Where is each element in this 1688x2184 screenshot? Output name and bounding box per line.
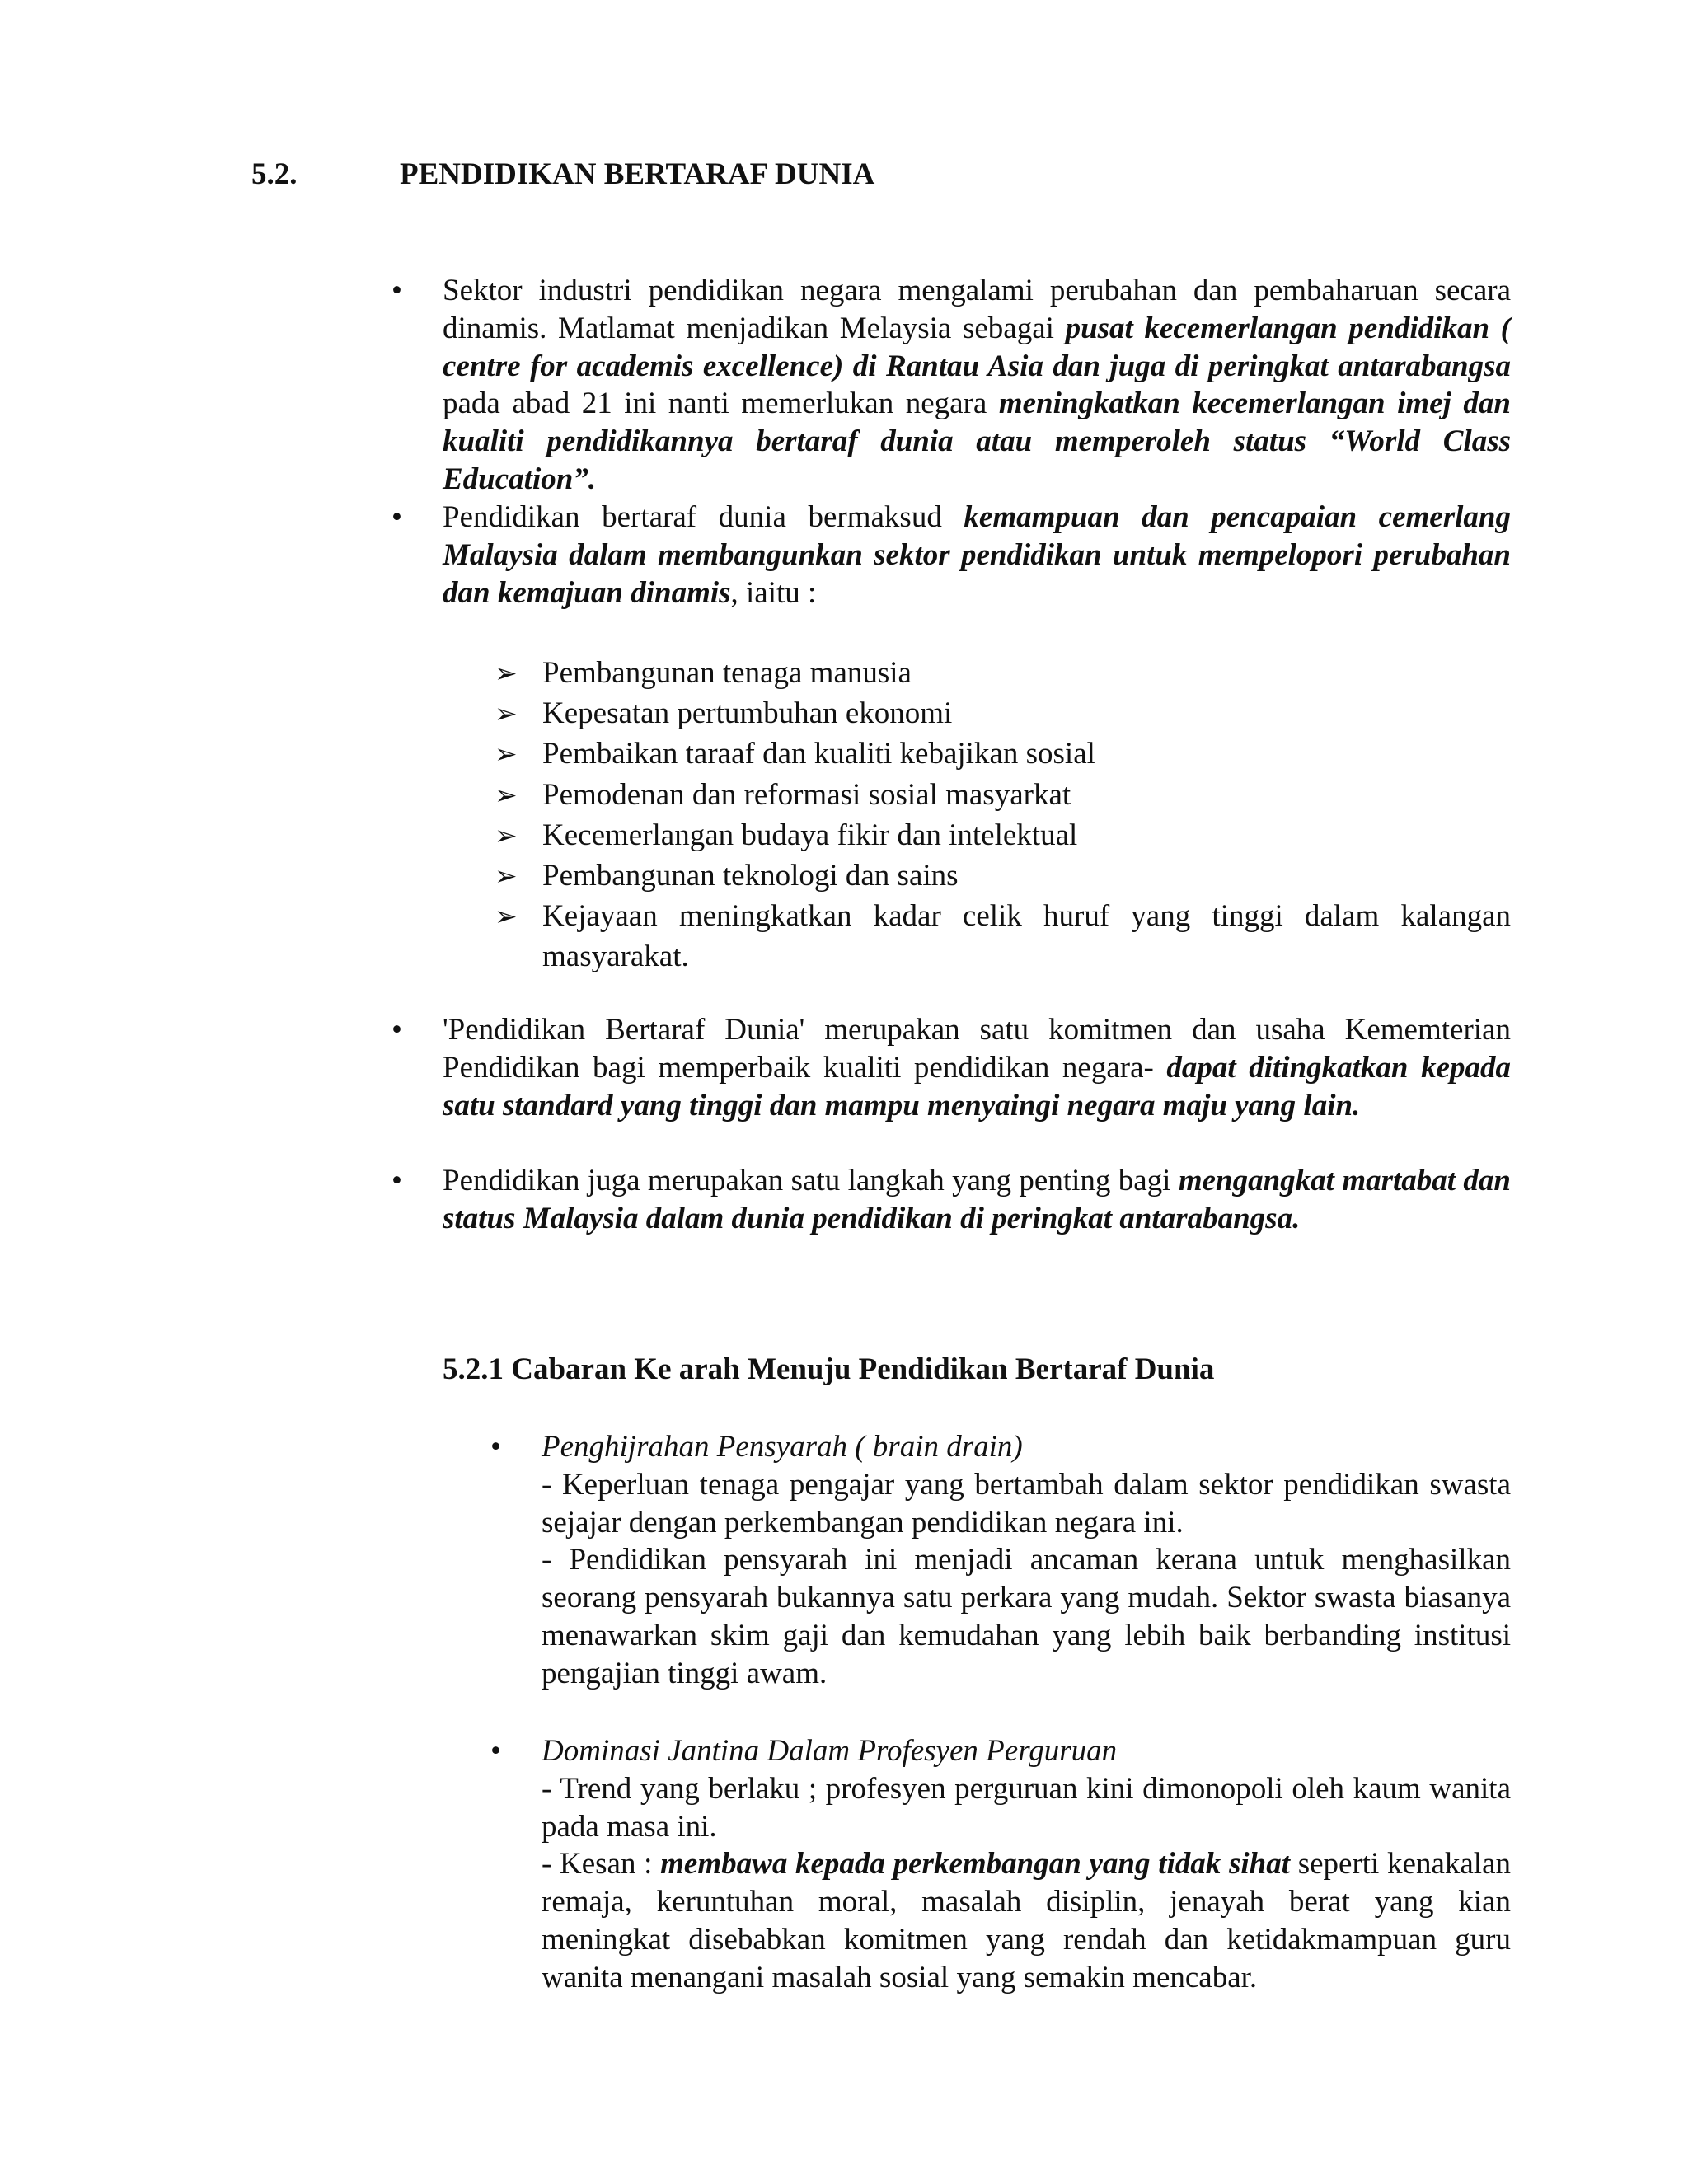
text-run: Pendidikan juga merupakan satu langkah yang penting bagi xyxy=(443,1164,1179,1197)
aim-text: Pembangunan tenaga manusia xyxy=(542,656,912,690)
challenge-item xyxy=(490,1732,1511,1997)
subsection-heading: 5.2.1 Cabaran Ke arah Menuju Pendidikan Bertaraf Dunia xyxy=(443,1352,1215,1386)
bullet-marker: • xyxy=(392,1164,402,1197)
bullet-marker: • xyxy=(392,1013,402,1047)
aim-item xyxy=(495,693,1511,733)
aim-item xyxy=(495,775,1511,815)
challenge-point xyxy=(542,1466,1511,1542)
section-heading xyxy=(251,157,874,192)
aims-list xyxy=(495,653,1511,977)
challenge-point xyxy=(542,1845,1511,1996)
arrow-bullet-icon: ➢ xyxy=(495,818,518,851)
text-run: , iaitu : xyxy=(730,575,817,610)
aim-text: Pemodenan dan reformasi sosial masyarkat xyxy=(542,777,1071,812)
aim-text: Kepesatan pertumbuhan ekonomi xyxy=(542,696,953,731)
text-run: Sektor industri pendidikan negara mengalami perubahan dan pembaharuan secara dinamis. Matlamat menjadikan Melaysia sebagai xyxy=(443,274,1511,345)
bullet-marker: • xyxy=(490,1430,501,1464)
bullet-item xyxy=(392,1162,1511,1238)
text-run: - Trend yang berlaku ; profesyen perguruan kini dimonopoli oleh kaum wanita pada masa ini. xyxy=(542,1771,1511,1844)
bullet-text xyxy=(443,499,1511,612)
aim-item xyxy=(495,815,1511,855)
bullet-text xyxy=(443,272,1511,499)
emphasis-text: pusat kecemerlangan pendidikan ( centre for academis excellence) di Rantau Asia dan juga di peringkat antarabangsa xyxy=(443,311,1511,383)
emphasis-text: dapat ditingkatkan kepada satu standard yang tinggi dan mampu menyaingi negara maju yang lain. xyxy=(443,1050,1512,1122)
emphasis-text: kemampuan dan pencapaian cemerlang Malaysia dalam membangunkan sektor pendidikan untuk mempelopori perubahan dan kemajuan dinamis xyxy=(443,500,1511,610)
bullet-text xyxy=(443,1011,1511,1124)
arrow-bullet-icon: ➢ xyxy=(495,900,518,933)
section-number: 5.2. xyxy=(251,157,298,191)
challenge-point xyxy=(542,1541,1511,1692)
aim-text: Pembaikan taraaf dan kualiti kebajikan sosial xyxy=(542,737,1095,771)
text-run: 'Pendidikan Bertaraf Dunia' merupakan satu komitmen dan usaha Kememterian Pendidikan bagi memperbaik kualiti pendidikan negara- xyxy=(443,1013,1511,1085)
bullet-marker: • xyxy=(392,274,402,307)
aim-text: Pembangunan teknologi dan sains xyxy=(542,859,959,893)
text-run: pada abad 21 ini nanti memerlukan negara xyxy=(443,387,999,421)
aim-item xyxy=(495,855,1511,896)
aim-item xyxy=(495,733,1511,774)
text-run: - Kesan : xyxy=(542,1847,661,1882)
section-title: PENDIDIKAN BERTARAF DUNIA xyxy=(400,157,875,191)
text-run: Pendidikan bertaraf dunia bermaksud xyxy=(443,500,964,534)
arrow-bullet-icon: ➢ xyxy=(495,697,518,730)
bullet-marker: • xyxy=(490,1734,501,1768)
text-run: seperti kenakalan remaja, keruntuhan moral, masalah disiplin, jenayah berat yang kian meningkat disebabkan komitmen yang rendah dan ketidakmampuan guru wanita menangani masalah sosial yang semakin mencabar. xyxy=(542,1847,1511,1994)
bullet-item xyxy=(392,272,1511,499)
text-run: - Keperluan tenaga pengajar yang bertambah dalam sektor pendidikan swasta sejajar dengan perkembangan pendidikan negara ini. xyxy=(542,1467,1511,1540)
arrow-bullet-icon: ➢ xyxy=(495,657,518,689)
bullet-item xyxy=(392,1011,1512,1124)
arrow-bullet-icon: ➢ xyxy=(495,738,518,771)
arrow-bullet-icon: ➢ xyxy=(495,778,518,811)
emphasis-text: membawa kepada perkembangan yang tidak sihat xyxy=(660,1847,1290,1882)
aim-text: Kecemerlangan budaya fikir dan intelektual xyxy=(542,818,1078,852)
emphasis-text: meningkatkan kecemerlangan imej dan kualiti pendidikannya bertaraf dunia atau memperoleh status “World Class Education”. xyxy=(443,387,1511,496)
challenge-item xyxy=(490,1428,1511,1693)
aim-item xyxy=(495,653,1511,693)
challenge-heading: Penghijrahan Pensyarah ( brain drain) xyxy=(542,1430,1023,1464)
bullet-text xyxy=(443,1162,1511,1238)
challenge-heading: Dominasi Jantina Dalam Profesyen Perguruan xyxy=(542,1734,1118,1768)
challenge-point xyxy=(542,1770,1511,1846)
text-run: - Pendidikan pensyarah ini menjadi ancaman kerana untuk menghasilkan seorang pensyarah bukannya satu perkara yang mudah. Sektor swasta biasanya menawarkan skim gaji dan kemudahan yang lebih baik berbanding institusi pengajian tinggi awam. xyxy=(542,1543,1511,1690)
emphasis-text: mengangkat martabat dan status Malaysia dalam dunia pendidikan di peringkat antarabangsa. xyxy=(443,1164,1511,1235)
aim-item xyxy=(495,896,1511,977)
arrow-bullet-icon: ➢ xyxy=(495,860,518,893)
bullet-marker: • xyxy=(392,500,402,534)
bullet-item xyxy=(392,499,1511,612)
aim-text: Kejayaan meningkatkan kadar celik huruf yang tinggi dalam kalangan masyarakat. xyxy=(542,899,1511,974)
